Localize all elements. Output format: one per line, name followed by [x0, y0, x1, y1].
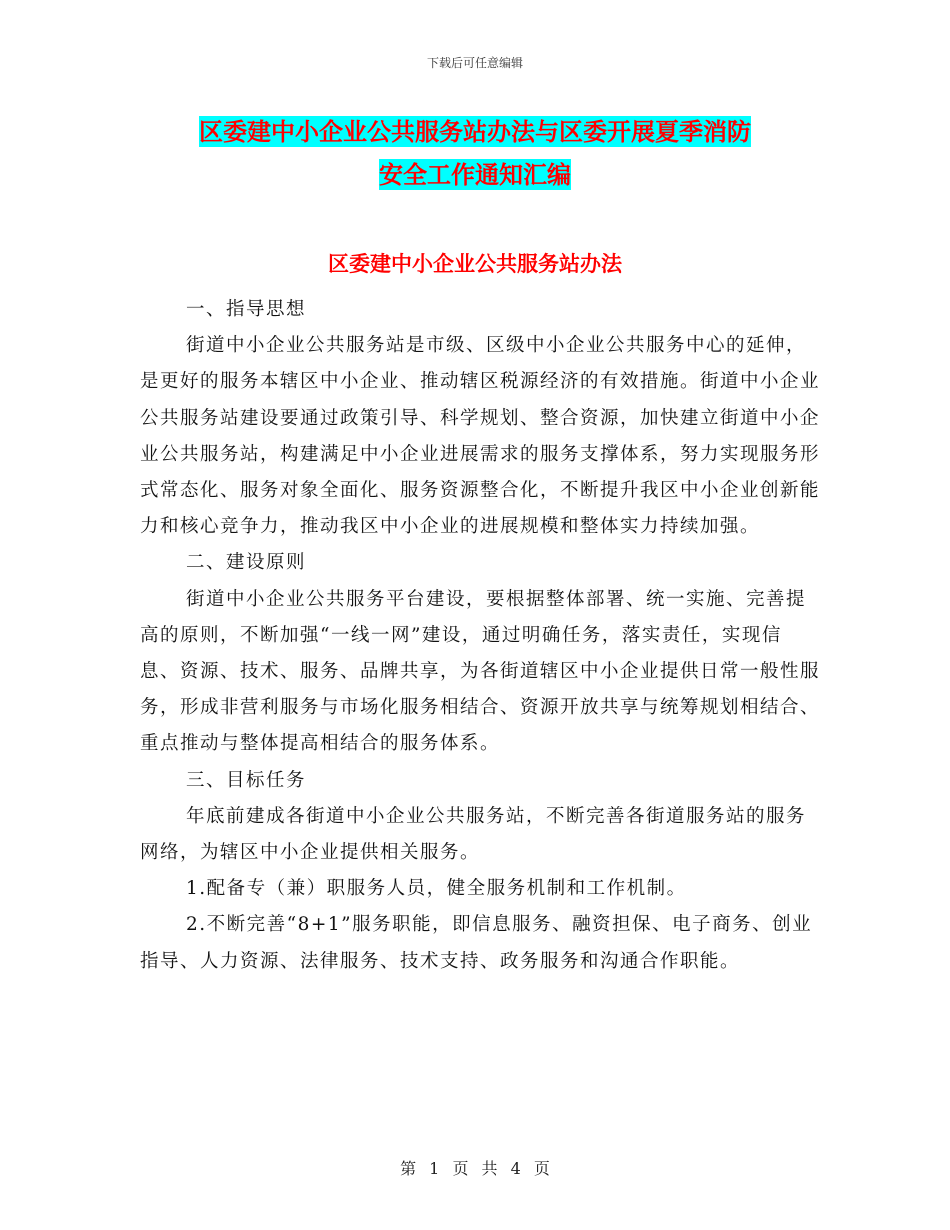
- document-body: [140, 292, 820, 980]
- list-item-1: 1.配备专（兼）职服务人员，健全服务机制和工作机制。: [186, 878, 687, 900]
- paragraph-guiding-thought: 街道中小企业公共服务站是市级、区级中小企业公共服务中心的延伸，是更好的服务本辖区中小企业、推动辖区税源经济的有效措施。街道中小企业公共服务站建设要通过政策引导、科学规划、整合资源，加快建立街道中小企业公共服务站，构建满足中小企业进展需求的服务支撑体系，努力实现服务形式常态化、服务对象全面化、服务资源整合化，不断提升我区中小企业创新能力和核心竞争力，推动我区中小企业的进展规模和整体实力持续加强。: [140, 335, 821, 538]
- heading-guiding-thought: 一、指导思想: [186, 299, 307, 320]
- header-note: 下载后可任意编辑: [426, 56, 523, 70]
- page-footer: 第 1 页 共 4 页: [400, 1159, 550, 1178]
- section-title: 区委建中小企业公共服务站办法: [328, 251, 622, 276]
- document-title: [140, 110, 810, 196]
- title-line-2: 安全工作通知汇编: [379, 160, 571, 189]
- list-item-2: 2.不断完善“8+1”服务职能，即信息服务、融资担保、电子商务、创业指导、人力资源、法律服务、技术支持、政务服务和沟通合作职能。: [140, 914, 813, 972]
- heading-construction-principles: 二、建设原则: [186, 552, 307, 574]
- heading-target-tasks: 三、目标任务: [186, 769, 307, 791]
- paragraph-construction-principles: 街道中小企业公共服务平台建设，要根据整体部署、统一实施、完善提高的原则，不断加强“一线一网”建设，通过明确任务，落实责任，实现信息、资源、技术、服务、品牌共享，为各街道辖区中小企业提供日常一般性服务，形成非营利服务与市场化服务相结合、资源开放共享与统筹规划相结合、重点推动与整体提高相结合的服务体系。: [140, 588, 821, 755]
- title-line-1: 区委建中小企业公共服务站办法与区委开展夏季消防: [199, 117, 751, 146]
- paragraph-target-tasks: 年底前建成各街道中小企业公共服务站，不断完善各街道服务站的服务网络，为辖区中小企业提供相关服务。: [140, 805, 807, 864]
